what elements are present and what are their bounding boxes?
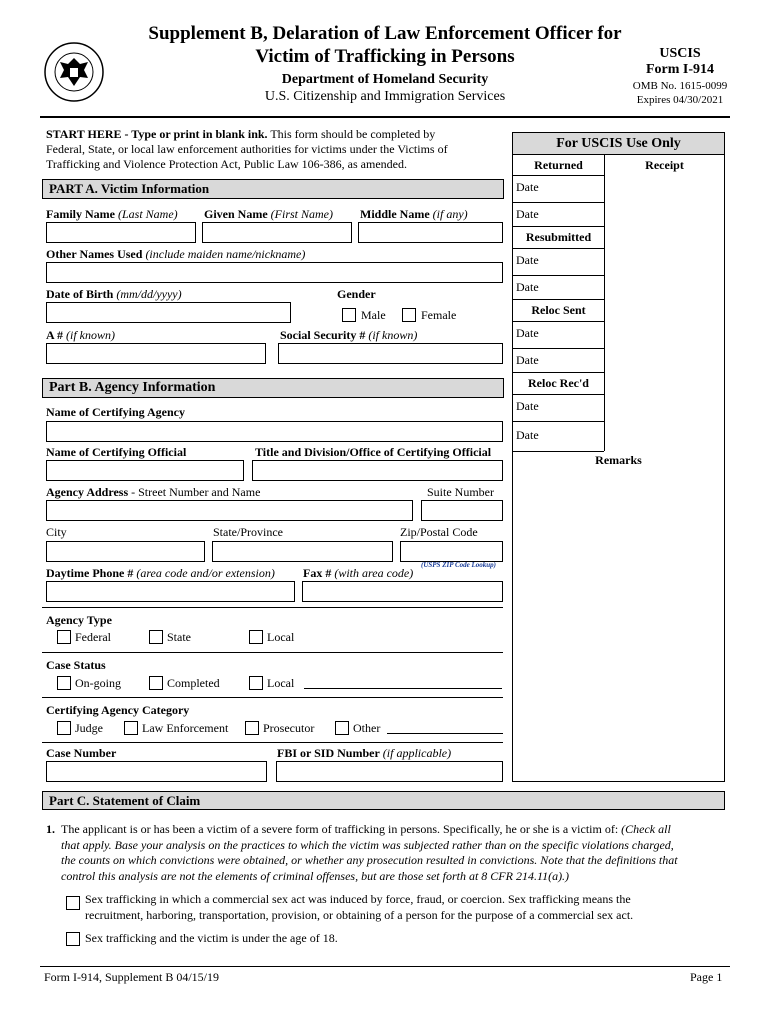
phone-label [46,566,275,581]
case-status-rule [42,652,503,653]
ongoing-label: On-going [75,676,121,690]
other-names-input[interactable] [46,262,503,283]
fax-hint: (with area code) [334,566,414,580]
given-name-text: Given Name [204,207,268,221]
remarks-label: Remarks [595,453,642,467]
intro-line2: Federal, State, or local law enforcement authorities for victims under the Victims of [46,142,448,156]
other-names-label [46,247,305,262]
judge-label: Judge [75,721,103,735]
completed-checkbox[interactable] [149,676,163,690]
uscis-bottom-divider [513,451,604,452]
fax-label [303,566,413,581]
dob-hint: (mm/dd/yyyy) [116,287,182,301]
part-c-heading: Part C. Statement of Claim [42,791,725,810]
given-name-input[interactable] [202,222,352,243]
header-rule [40,116,730,118]
given-name-hint: (First Name) [270,207,333,221]
q1-line1-italic: (Check all [621,822,671,836]
female-label: Female [421,308,457,322]
suite-label: Suite Number [427,485,494,499]
title-line1: Supplement B, Delaration of Law Enforcement Officer for [148,23,622,44]
dob-label [46,287,182,302]
resubmitted-date-1: Date [513,249,604,276]
a-number-text: A # [46,328,64,342]
start-here: START HERE - Type or print in blank ink. [46,127,268,141]
middle-name-input[interactable] [358,222,503,243]
resubmitted-label: Resubmitted [513,227,604,249]
category-label: Certifying Agency Category [46,703,190,717]
address-label [46,485,260,500]
reloc-recd-date-2: Date [516,428,539,442]
female-checkbox[interactable] [402,308,416,322]
form-number: Form I-914 [645,62,715,77]
fbi-input[interactable] [276,761,503,782]
local-label: Local [267,630,295,644]
receipt-label: Receipt [645,158,684,172]
phone-input[interactable] [46,581,295,602]
city-input[interactable] [46,541,205,562]
case-local-label: Local [267,676,295,690]
prosecutor-checkbox[interactable] [245,721,259,735]
case-number-rule [42,742,503,743]
returned-date-2: Date [513,203,604,227]
agency-name: U.S. Citizenship and Immigration Services [264,89,506,104]
fbi-hint: (if applicable) [382,746,452,760]
q1-line2: that apply. Base your analysis on the practices to which the victim was subjected rather than on the specific violations charged, [61,837,674,852]
uscis-col-divider [604,155,605,451]
page-number: Page 1 [690,970,723,984]
prosecutor-label: Prosecutor [263,721,315,735]
local-checkbox[interactable] [249,630,263,644]
family-name-input[interactable] [46,222,196,243]
dob-text: Date of Birth [46,287,114,301]
agency-type-rule [42,607,503,608]
footer-form-id: Form I-914, Supplement B 04/15/19 [44,970,219,984]
middle-name-text: Middle Name [360,207,430,221]
official-title-input[interactable] [252,460,503,481]
q1-line1: The applicant is or has been a victim of a severe form of trafficking in persons. Specifically, he or she is a victim of: [61,822,622,836]
reloc-recd-label: Reloc Rec'd [513,373,604,395]
resubmitted-date-2: Date [513,276,604,300]
family-name-text: Family Name [46,207,115,221]
street-input[interactable] [46,500,413,521]
middle-name-label [360,207,468,222]
address-text: Agency Address [46,485,129,499]
city-label: City [46,525,67,539]
agency-name-input[interactable] [46,421,503,442]
opt1-line1: Sex trafficking in which a commercial sex act was induced by force, fraud, or coercion. Sex trafficking means the [85,892,631,906]
q1-line3: the counts on which convictions were obtained, or whether any prosecution resulted in convictions. Note that the definitions that [61,853,678,867]
ssn-hint: (if known) [368,328,418,342]
a-number-label [46,328,115,343]
official-name-label: Name of Certifying Official [46,445,187,459]
returned-date-1: Date [513,176,604,203]
reloc-sent-date-1: Date [513,322,604,349]
fbi-label [277,746,451,761]
male-label: Male [361,308,386,322]
case-number-input[interactable] [46,761,267,782]
uscis-use-box [512,132,725,782]
state-input[interactable] [212,541,393,562]
ssn-label [280,328,417,343]
state-label: State/Province [213,525,283,539]
law-enforcement-checkbox[interactable] [124,721,138,735]
intro-text [46,127,506,172]
intro-line3: Trafficking and Violence Protection Act, Public Law 106-386, as amended. [46,157,407,171]
other-label: Other [353,721,381,735]
case-local-checkbox[interactable] [249,676,263,690]
omb-number: OMB No. 1615-0099 [632,80,728,92]
a-number-input[interactable] [46,343,266,364]
sex-trafficking-force-checkbox[interactable] [66,896,80,910]
zip-input[interactable] [400,541,503,562]
category-rule [42,697,503,698]
family-name-label [46,207,178,222]
part-a-heading: PART A. Victim Information [42,179,504,199]
federal-label: Federal [75,630,111,644]
federal-checkbox[interactable] [57,630,71,644]
suite-input[interactable] [421,500,503,521]
case-number-label: Case Number [46,746,117,760]
law-enforcement-label: Law Enforcement [142,721,229,735]
department: Department of Homeland Security [281,72,489,87]
state-option-label: State [167,630,191,644]
intro-line1: This form should be completed by [267,127,436,141]
q1-number: 1. [46,822,55,836]
dob-input[interactable] [46,302,291,323]
case-local-line[interactable] [304,688,502,689]
phone-hint: (area code and/or extension) [136,566,275,580]
fbi-text: FBI or SID Number [277,746,380,760]
zip-lookup-link[interactable]: (USPS ZIP Code Lookup) [421,561,496,569]
other-names-text: Other Names Used [46,247,143,261]
a-number-hint: (if known) [66,328,116,342]
address-hint: - Street Number and Name [131,485,261,499]
official-name-input[interactable] [46,460,244,481]
other-names-hint: (include maiden name/nickname) [145,247,306,261]
judge-checkbox[interactable] [57,721,71,735]
agency-type-label: Agency Type [46,613,112,627]
uscis-use-title: For USCIS Use Only [513,133,724,155]
reloc-sent-label: Reloc Sent [513,300,604,322]
title-line2: Victim of Trafficking in Persons [255,46,515,67]
part-b-heading: Part B. Agency Information [42,378,504,398]
ssn-text: Social Security # [280,328,366,342]
middle-name-hint: (if any) [432,207,468,221]
completed-label: Completed [167,676,220,690]
sex-trafficking-force-text [85,892,725,923]
zip-label: Zip/Postal Code [400,525,478,539]
sex-trafficking-minor-text: Sex trafficking and the victim is under the age of 18. [85,931,338,945]
fax-text: Fax # [303,566,332,580]
gender-label: Gender [337,287,376,301]
returned-label: Returned [513,155,604,176]
reloc-recd-date-1: Date [513,395,604,422]
state-checkbox[interactable] [149,630,163,644]
family-name-hint: (Last Name) [117,207,178,221]
form-title [110,22,660,68]
given-name-label [204,207,333,222]
other-checkbox[interactable] [335,721,349,735]
other-line[interactable] [387,733,503,734]
case-status-label: Case Status [46,658,106,672]
sex-trafficking-minor-checkbox[interactable] [66,932,80,946]
ongoing-checkbox[interactable] [57,676,71,690]
opt1-line2: recruitment, harboring, transportation, provision, or obtaining of a person for the purpose of a commercial sex act. [85,907,634,922]
q1-line4: control this analysis are not the elements of criminal offenses, but are those set forth at 8 CFR 214.11(a).) [61,868,570,883]
q1-text [61,822,726,884]
expiration: Expires 04/30/2021 [636,94,724,106]
phone-text: Daytime Phone # [46,566,134,580]
agency-name-label: Name of Certifying Agency [46,405,185,419]
fax-input[interactable] [302,581,503,602]
uscis-label: USCIS [659,46,701,61]
reloc-sent-date-2: Date [513,349,604,373]
footer-rule [40,966,730,967]
official-title-label: Title and Division/Office of Certifying Official [255,445,492,459]
ssn-input[interactable] [278,343,503,364]
male-checkbox[interactable] [342,308,356,322]
dhs-seal [44,42,104,102]
